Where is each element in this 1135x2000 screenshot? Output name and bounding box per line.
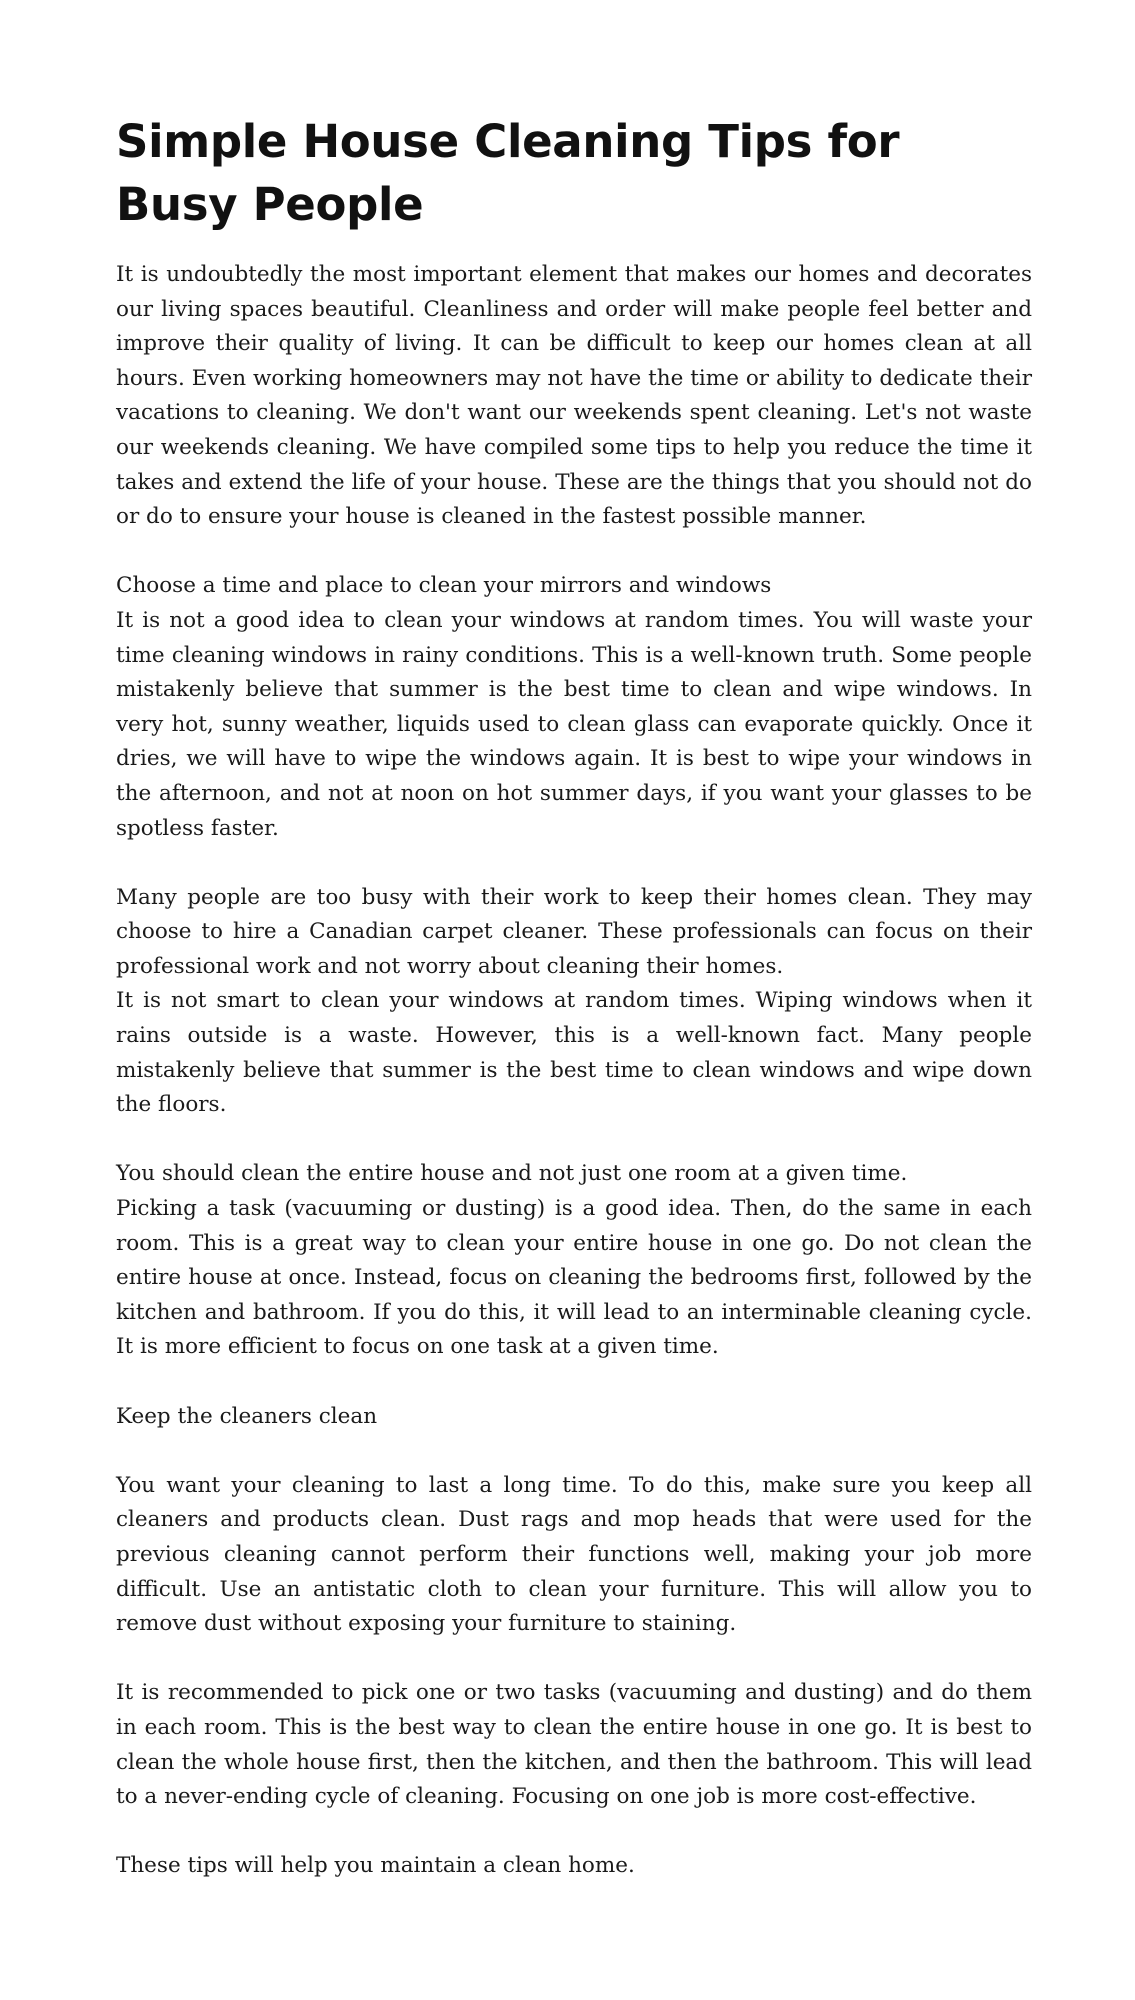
paragraph-spacer [116, 1434, 1032, 1469]
section-heading-windows: Choose a time and place to clean your mirrors and windows [116, 573, 772, 599]
article [116, 110, 1032, 1884]
paragraph-spacer [116, 1123, 1032, 1158]
section-heading-cleaners: Keep the cleaners clean [116, 1403, 378, 1429]
section-heading-entire-house: You should clean the entire house and not just one room at a given time. [116, 1161, 908, 1187]
section-body-cleaners: You want your cleaning to last a long time. To do this, make sure you keep all cleaners and products clean. Dust rags and mop heads that were used for the previous cleaning cannot perform their functions well, making your job more difficult. Use an antistatic cloth to clean your furniture. This will allow you to remove dust without exposing your furniture to staining. [116, 1472, 1032, 1637]
paragraph-spacer [116, 535, 1032, 570]
recommendation-paragraph: It is recommended to pick one or two tasks (vacuuming and dusting) and do them in each room. This is the best way to clean the entire house in one go. It is best to clean the whole house first, then the kitchen, and then the bathroom. This will lead to a never-ending cycle of cleaning. Focusing on one job is more cost-effective. [116, 1680, 1032, 1810]
section-body-windows: It is not a good idea to clean your windows at random times. You will waste your time cleaning windows in rainy conditions. This is a well-known truth. Some people mistakenly believe that summer is the best time to clean and wipe windows. In very hot, sunny weather, liquids used to clean glass can evaporate quickly. Once it dries, we will have to wipe the windows again. It is best to wipe your windows in the afternoon, and not at noon on hot summer days, if you want your glasses to be spotless faster. [116, 607, 1032, 841]
windows-paragraph: It is not smart to clean your windows at random times. Wiping windows when it rains outside is a waste. However, this is a well-known fact. Many people mistakenly believe that summer is the best time to clean windows and wipe down the floors. [116, 988, 1032, 1118]
closing-paragraph: These tips will help you maintain a clean home. [116, 1853, 635, 1879]
paragraph-spacer [116, 1642, 1032, 1677]
article-title: Simple House Cleaning Tips for Busy People [116, 115, 900, 231]
intro-paragraph: It is undoubtedly the most important element that makes our homes and decorates our living spaces beautiful. Cleanliness and order will make people feel better and improve their quality of living. It can be difficult to keep our homes clean at all hours. Even working homeowners may not have the time or ability to dedicate their vacations to cleaning. We don't want our weekends spent cleaning. Let's not waste our weekends cleaning. We have compiled some tips to help you reduce the time it takes and extend the life of your house. These are the things that you should not do or do to ensure your house is cleaned in the fastest possible manner. [116, 262, 1032, 530]
paragraph-spacer [116, 1815, 1032, 1850]
carpet-cleaner-paragraph: Many people are too busy with their work to keep their homes clean. They may choose to hire a Canadian carpet cleaner. These professionals can focus on their professional work and not worry about cleaning their homes. [116, 884, 1032, 979]
paragraph-spacer [116, 1365, 1032, 1400]
paragraph-spacer [116, 846, 1032, 881]
section-body-entire-house: Picking a task (vacuuming or dusting) is a good idea. Then, do the same in each room. This is a great way to clean your entire house in one go. Do not clean the entire house at once. Instead, focus on cleaning the bedrooms first, followed by the kitchen and bathroom. If you do this, it will lead to an interminable cleaning cycle. It is more efficient to focus on one task at a given time. [116, 1196, 1032, 1360]
